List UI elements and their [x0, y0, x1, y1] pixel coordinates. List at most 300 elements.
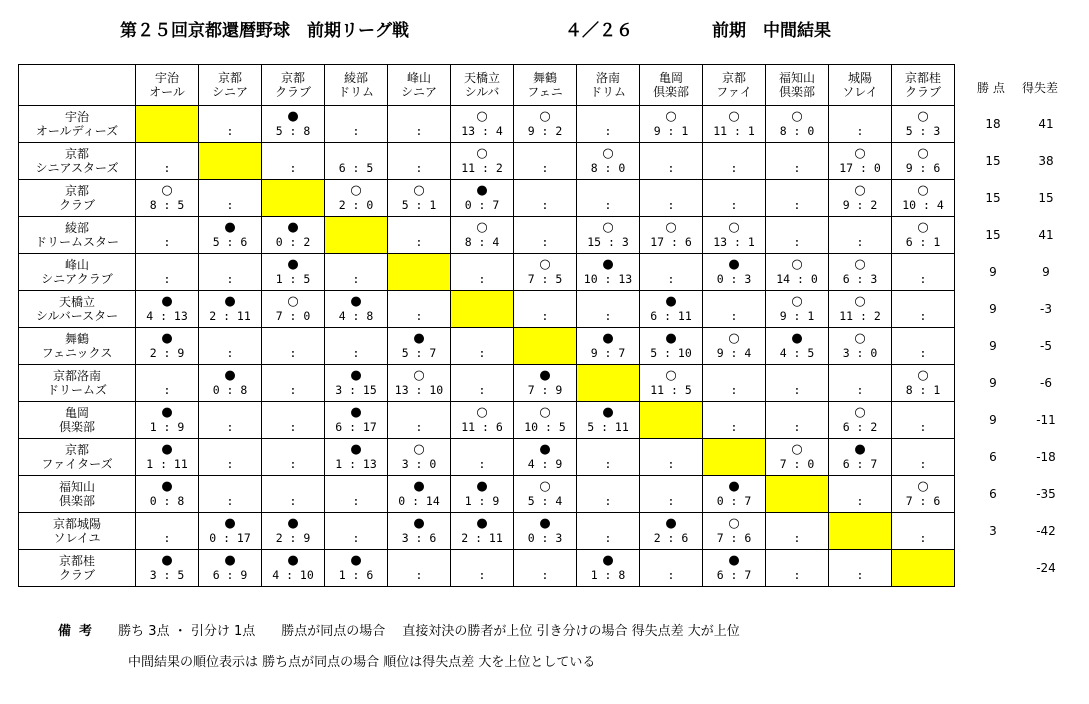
match-score: 1 : 6 — [338, 568, 374, 582]
team-name — [19, 476, 136, 513]
match-score: : — [215, 198, 245, 212]
result-mark: ○ — [917, 479, 929, 494]
match-cell — [136, 513, 199, 550]
match-score: 6 : 7 — [842, 457, 878, 471]
result-mark: ○ — [665, 220, 677, 235]
notes-line-2: 中間結果の順位表示は 勝ち点が同点の場合 順位は得失点差 大を上位としている — [128, 655, 596, 670]
match-cell — [829, 143, 892, 180]
match-score: 5 : 6 — [212, 235, 248, 249]
match-cell — [640, 143, 703, 180]
result-mark — [514, 294, 576, 309]
match-cell — [514, 180, 577, 217]
result-mark: ● — [539, 442, 551, 457]
result-mark: ● — [350, 294, 362, 309]
match-score: : — [845, 568, 875, 582]
match-score: 5 : 11 — [587, 420, 629, 434]
match-cell — [388, 291, 451, 328]
match-cell — [829, 365, 892, 402]
header-row — [19, 65, 955, 106]
team-name-line: 京都桂 — [58, 554, 95, 568]
title-date: ４／２６ — [565, 21, 633, 41]
column-header — [136, 65, 199, 106]
match-cell — [640, 180, 703, 217]
match-cell — [892, 143, 955, 180]
team-name-line: ファイターズ — [41, 457, 113, 471]
column-header-line: シニア — [211, 85, 248, 99]
result-mark: ● — [350, 405, 362, 420]
match-cell — [514, 217, 577, 254]
column-header-line: 京都 — [217, 71, 242, 85]
result-mark — [892, 257, 954, 272]
result-mark — [388, 405, 450, 420]
match-score: 2 : 0 — [338, 198, 374, 212]
result-mark: ○ — [728, 109, 740, 124]
match-score: : — [278, 457, 308, 471]
match-score: : — [908, 272, 938, 286]
self-match-cell — [829, 513, 892, 550]
result-mark — [640, 479, 702, 494]
column-header — [766, 65, 829, 106]
result-mark — [199, 405, 261, 420]
result-mark: ○ — [728, 220, 740, 235]
team-name-line: 福知山 — [58, 480, 95, 494]
match-score: 14 : 0 — [776, 272, 818, 286]
team-name-line: オールディーズ — [35, 124, 119, 138]
match-cell — [829, 402, 892, 439]
match-score: 2 : 11 — [209, 309, 251, 323]
result-mark — [199, 257, 261, 272]
result-mark — [829, 220, 891, 235]
team-name-line: 亀岡 — [64, 406, 89, 420]
match-score: 0 : 2 — [275, 235, 311, 249]
match-cell — [325, 106, 388, 143]
match-cell — [451, 254, 514, 291]
result-mark — [892, 516, 954, 531]
match-cell — [640, 254, 703, 291]
match-score: : — [845, 383, 875, 397]
result-mark — [388, 146, 450, 161]
team-name — [19, 439, 136, 476]
team-name — [19, 143, 136, 180]
match-cell — [262, 254, 325, 291]
match-score: : — [845, 494, 875, 508]
team-name-line: シニアクラブ — [41, 272, 113, 286]
match-score: 8 : 0 — [590, 161, 626, 175]
team-name — [19, 217, 136, 254]
match-score: 7 : 9 — [527, 383, 563, 397]
column-header-line: 京都桂 — [904, 71, 941, 85]
result-mark: ● — [350, 442, 362, 457]
team-row — [19, 291, 955, 328]
match-score: : — [215, 494, 245, 508]
result-mark: ○ — [413, 183, 425, 198]
match-score: : — [341, 124, 371, 138]
match-score: 0 : 7 — [464, 198, 500, 212]
column-header-line: 倶楽部 — [778, 85, 815, 99]
match-score: 1 : 11 — [146, 457, 188, 471]
match-score: 6 : 9 — [212, 568, 248, 582]
match-score: 11 : 1 — [713, 124, 755, 138]
team-row — [19, 143, 955, 180]
match-cell — [703, 254, 766, 291]
match-score: : — [656, 494, 686, 508]
match-cell — [766, 217, 829, 254]
result-mark: ○ — [161, 183, 173, 198]
match-score: 7 : 6 — [905, 494, 941, 508]
result-mark: ○ — [854, 257, 866, 272]
result-mark: ● — [224, 553, 236, 568]
match-score: : — [341, 346, 371, 360]
match-cell — [388, 365, 451, 402]
notes-label: 備考 — [58, 624, 101, 639]
match-score: 10 : 5 — [524, 420, 566, 434]
match-cell — [199, 106, 262, 143]
result-mark: ○ — [791, 109, 803, 124]
match-cell — [640, 291, 703, 328]
match-score: : — [341, 531, 371, 545]
match-score: : — [404, 161, 434, 175]
match-cell — [703, 476, 766, 513]
result-mark: ○ — [350, 183, 362, 198]
team-name-line: クラブ — [58, 568, 95, 582]
match-cell — [892, 476, 955, 513]
match-score: : — [152, 383, 182, 397]
team-row — [19, 180, 955, 217]
team-row — [19, 328, 955, 365]
match-score: 0 : 3 — [716, 272, 752, 286]
match-cell — [577, 106, 640, 143]
result-mark: ● — [413, 479, 425, 494]
match-score: : — [593, 457, 623, 471]
match-cell — [514, 143, 577, 180]
match-score: 7 : 0 — [275, 309, 311, 323]
match-score: 4 : 8 — [338, 309, 374, 323]
match-cell — [136, 365, 199, 402]
match-score: 11 : 2 — [839, 309, 881, 323]
result-mark — [577, 109, 639, 124]
match-cell — [640, 439, 703, 476]
match-score: : — [782, 531, 812, 545]
result-mark — [703, 294, 765, 309]
match-cell — [388, 106, 451, 143]
match-cell — [892, 439, 955, 476]
result-mark: ● — [728, 479, 740, 494]
match-cell — [388, 143, 451, 180]
team-row — [19, 106, 955, 143]
match-cell — [514, 402, 577, 439]
match-score: 11 : 2 — [461, 161, 503, 175]
notes-text-1: 勝ち 3点 ・ 引分け 1点 勝点が同点の場合 直接対決の勝者が上位 引き分けの場合 得失点差 大が上位 — [118, 624, 740, 639]
points-value: 15 — [985, 228, 1001, 242]
result-mark: ○ — [917, 183, 929, 198]
match-score: 1 : 9 — [149, 420, 185, 434]
match-cell — [136, 143, 199, 180]
match-score: 8 : 0 — [779, 124, 815, 138]
match-cell — [766, 439, 829, 476]
match-score: : — [530, 309, 560, 323]
points-value: 9 — [989, 265, 997, 279]
match-cell — [451, 106, 514, 143]
result-mark: ● — [413, 331, 425, 346]
match-cell — [577, 328, 640, 365]
match-cell — [766, 365, 829, 402]
result-mark: ○ — [413, 368, 425, 383]
column-header-line: クラブ — [274, 85, 311, 99]
result-mark: ● — [161, 405, 173, 420]
diff-value: -5 — [1040, 339, 1052, 353]
diff-value: -11 — [1036, 413, 1056, 427]
match-cell — [703, 217, 766, 254]
points-value: 9 — [989, 302, 997, 316]
match-cell — [892, 217, 955, 254]
team-name — [19, 365, 136, 402]
match-cell — [262, 513, 325, 550]
match-cell — [262, 328, 325, 365]
team-row — [19, 439, 955, 476]
match-cell — [703, 291, 766, 328]
match-score: 5 : 10 — [650, 346, 692, 360]
column-header-line: 亀岡 — [658, 71, 683, 85]
team-name-line: 宇治 — [64, 110, 89, 124]
result-mark — [262, 146, 324, 161]
match-score: : — [656, 457, 686, 471]
result-mark: ● — [665, 331, 677, 346]
match-score: : — [845, 235, 875, 249]
match-cell — [262, 550, 325, 587]
team-name-line: 京都洛南 — [52, 369, 101, 383]
match-cell — [325, 291, 388, 328]
match-score: 0 : 7 — [716, 494, 752, 508]
self-match-cell — [199, 143, 262, 180]
team-row — [19, 254, 955, 291]
match-score: : — [908, 309, 938, 323]
match-score: : — [467, 383, 497, 397]
match-score: 6 : 3 — [842, 272, 878, 286]
match-cell — [829, 254, 892, 291]
result-mark — [199, 183, 261, 198]
result-mark — [262, 368, 324, 383]
match-cell — [766, 328, 829, 365]
match-score: 2 : 6 — [653, 531, 689, 545]
result-mark — [325, 146, 387, 161]
result-mark: ○ — [728, 331, 740, 346]
match-cell — [325, 513, 388, 550]
match-cell — [325, 143, 388, 180]
column-header — [262, 65, 325, 106]
match-score: : — [908, 346, 938, 360]
match-cell — [325, 476, 388, 513]
match-score: : — [656, 272, 686, 286]
result-mark — [829, 109, 891, 124]
match-score: 2 : 9 — [275, 531, 311, 545]
match-cell — [766, 143, 829, 180]
result-mark — [388, 109, 450, 124]
match-score: : — [593, 124, 623, 138]
team-name — [19, 402, 136, 439]
match-cell — [199, 513, 262, 550]
team-name-line: ドリームスター — [34, 235, 119, 249]
match-score: : — [404, 124, 434, 138]
result-mark: ● — [350, 368, 362, 383]
result-mark — [892, 294, 954, 309]
diff-value: -18 — [1036, 450, 1056, 464]
match-cell — [766, 254, 829, 291]
points-value: 15 — [985, 154, 1001, 168]
column-header-line: 城陽 — [847, 71, 872, 85]
match-cell — [262, 476, 325, 513]
page-title — [0, 16, 1089, 42]
notes-line-1 — [58, 620, 740, 639]
team-name-line: 天橋立 — [58, 295, 95, 309]
points-value: 15 — [985, 191, 1001, 205]
match-cell — [703, 143, 766, 180]
result-mark: ○ — [854, 294, 866, 309]
match-cell — [640, 217, 703, 254]
column-header — [577, 65, 640, 106]
result-mark: ○ — [854, 183, 866, 198]
match-score: 17 : 0 — [839, 161, 881, 175]
match-score: : — [782, 235, 812, 249]
result-mark: ○ — [413, 442, 425, 457]
match-score: : — [782, 420, 812, 434]
column-header-line: シニア — [400, 85, 437, 99]
match-score: 3 : 5 — [149, 568, 185, 582]
team-row — [19, 476, 955, 513]
result-mark — [640, 146, 702, 161]
result-mark: ○ — [854, 405, 866, 420]
result-mark: ○ — [602, 146, 614, 161]
match-score: : — [719, 383, 749, 397]
match-score: : — [278, 161, 308, 175]
diff-value: -24 — [1036, 561, 1056, 575]
result-mark: ○ — [917, 146, 929, 161]
result-mark — [199, 442, 261, 457]
result-mark: ○ — [917, 109, 929, 124]
match-score: 2 : 11 — [461, 531, 503, 545]
match-cell — [262, 402, 325, 439]
team-name-line: シルバースター — [35, 309, 119, 323]
match-cell — [577, 476, 640, 513]
match-score: 13 : 1 — [713, 235, 755, 249]
result-mark — [766, 368, 828, 383]
result-mark: ● — [791, 331, 803, 346]
column-header-line: 洛南 — [595, 71, 620, 85]
match-cell — [199, 217, 262, 254]
match-score: 9 : 7 — [590, 346, 626, 360]
result-mark: ● — [224, 516, 236, 531]
match-cell — [136, 439, 199, 476]
column-header-line: 京都 — [280, 71, 305, 85]
match-cell — [892, 513, 955, 550]
column-header — [829, 65, 892, 106]
result-mark — [829, 553, 891, 568]
match-cell — [577, 439, 640, 476]
points-value: 3 — [989, 524, 997, 538]
match-cell — [640, 476, 703, 513]
result-mark — [451, 331, 513, 346]
result-mark: ○ — [917, 220, 929, 235]
team-row — [19, 217, 955, 254]
match-score: : — [593, 494, 623, 508]
match-cell — [892, 402, 955, 439]
match-score: : — [215, 124, 245, 138]
points-value: 9 — [989, 413, 997, 427]
match-cell — [325, 254, 388, 291]
points-header: 勝 点 — [977, 81, 1005, 95]
match-score: 3 : 0 — [401, 457, 437, 471]
match-score: : — [845, 124, 875, 138]
column-header-line: フェニ — [527, 85, 563, 99]
result-mark — [829, 479, 891, 494]
result-mark: ○ — [791, 257, 803, 272]
match-score: 0 : 8 — [149, 494, 185, 508]
points-value: 9 — [989, 339, 997, 353]
result-mark: ● — [350, 553, 362, 568]
match-score: : — [215, 272, 245, 286]
match-cell — [577, 402, 640, 439]
team-name-line: ソレイユ — [53, 531, 101, 545]
match-score: : — [782, 161, 812, 175]
result-mark — [892, 442, 954, 457]
column-header — [199, 65, 262, 106]
match-score: 6 : 17 — [335, 420, 377, 434]
team-name-line: 京都城陽 — [52, 517, 101, 531]
match-cell — [136, 550, 199, 587]
match-cell — [892, 254, 955, 291]
match-cell — [199, 291, 262, 328]
match-score: 5 : 4 — [527, 494, 563, 508]
match-score: 4 : 9 — [527, 457, 563, 471]
match-score: : — [719, 161, 749, 175]
result-mark — [136, 516, 198, 531]
match-cell — [325, 550, 388, 587]
column-header-line: 倶楽部 — [652, 85, 689, 99]
match-score: 6 : 7 — [716, 568, 752, 582]
result-mark — [451, 553, 513, 568]
match-score: : — [530, 198, 560, 212]
match-cell — [577, 143, 640, 180]
result-mark — [325, 109, 387, 124]
match-score: 1 : 5 — [275, 272, 311, 286]
points-value: 6 — [989, 450, 997, 464]
result-mark — [703, 405, 765, 420]
match-cell — [388, 476, 451, 513]
match-score: : — [593, 198, 623, 212]
result-mark: ● — [728, 553, 740, 568]
match-score: 17 : 6 — [650, 235, 692, 249]
match-score: 7 : 5 — [527, 272, 563, 286]
match-score: : — [152, 235, 182, 249]
self-match-cell — [451, 291, 514, 328]
result-mark: ● — [602, 331, 614, 346]
match-score: : — [467, 346, 497, 360]
match-cell — [451, 402, 514, 439]
column-header-line: オール — [149, 85, 185, 99]
match-score: : — [404, 309, 434, 323]
result-mark: ○ — [539, 405, 551, 420]
match-cell — [136, 476, 199, 513]
result-mark — [640, 257, 702, 272]
match-score: : — [404, 568, 434, 582]
match-cell — [640, 550, 703, 587]
match-score: : — [467, 457, 497, 471]
match-score: : — [782, 198, 812, 212]
match-cell — [325, 439, 388, 476]
column-header-line: ドリム — [337, 85, 374, 99]
diff-value: -3 — [1040, 302, 1052, 316]
match-cell — [766, 402, 829, 439]
match-cell — [262, 365, 325, 402]
